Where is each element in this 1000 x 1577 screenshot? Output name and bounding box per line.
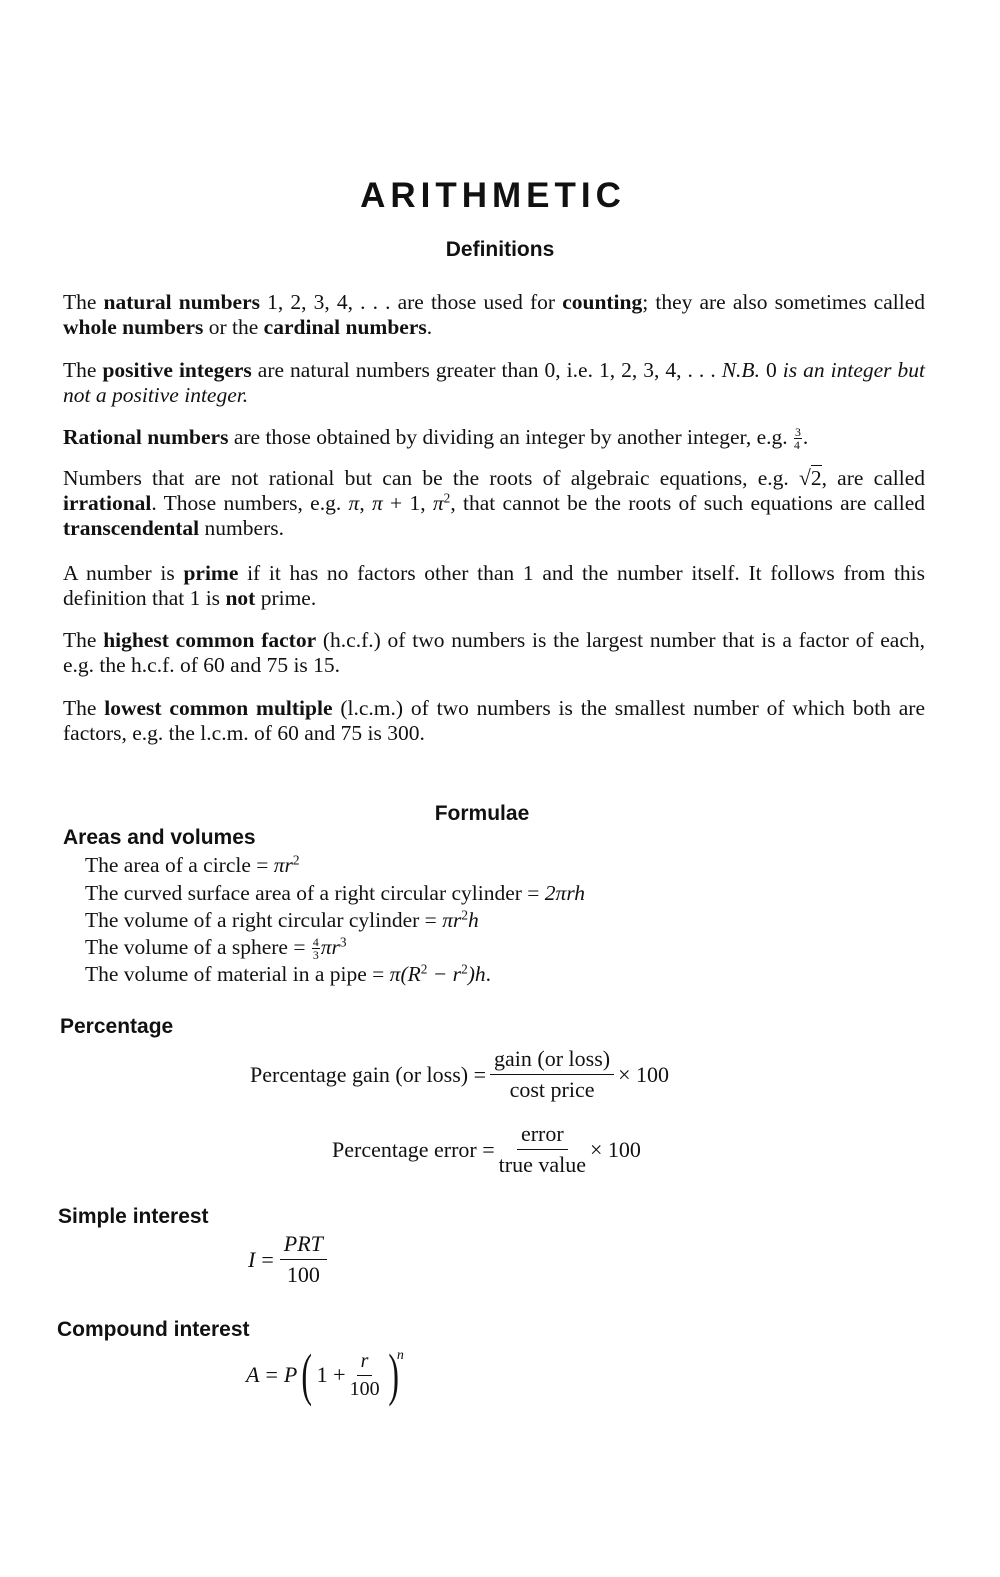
text: ; they are also sometimes called — [642, 290, 926, 314]
text: prime. — [255, 586, 317, 610]
text: (h.c.f.) of two numbers is the largest number that is a factor of each, e.g. the h.c.f. of 60 and 75 is 15. — [63, 628, 925, 677]
formula-circle-area — [85, 852, 300, 879]
formula-simple-interest — [248, 1231, 331, 1288]
text: are those obtained by dividing an integer by another integer, e.g. — [228, 425, 793, 449]
expression: πr — [442, 908, 462, 932]
simple-interest-heading: Simple interest — [58, 1205, 209, 1228]
numerator: r — [357, 1350, 373, 1376]
numerator: 3 — [795, 424, 801, 439]
pi: π — [371, 491, 383, 515]
lhs: Percentage error = — [332, 1136, 495, 1162]
exponent: 3 — [339, 934, 347, 950]
sqrt-argument: 2 — [810, 466, 822, 490]
natural-numbers-definition — [63, 290, 925, 340]
formulae-heading: Formulae — [434, 802, 530, 825]
text: A number is — [63, 561, 184, 585]
rational-numbers-definition — [63, 425, 925, 452]
text: . Those numbers, e.g. — [151, 491, 349, 515]
term-whole-numbers: whole numbers — [63, 315, 204, 339]
text: The volume of material in a pipe = — [85, 962, 390, 986]
text: The curved surface area of a right circular cylinder = — [85, 881, 545, 905]
denominator: 100 — [286, 1262, 320, 1287]
denominator: true value — [498, 1152, 587, 1177]
expression: h — [468, 908, 479, 932]
prime-definition — [63, 561, 925, 611]
equals: = — [265, 1362, 278, 1387]
fraction-three-quarters — [794, 426, 802, 452]
text: . — [426, 315, 433, 339]
term-prime: prime — [183, 561, 239, 585]
nb-note: N.B. — [721, 358, 760, 382]
term-rational-numbers: Rational numbers — [63, 425, 229, 449]
text: + 1, — [382, 491, 433, 515]
compound-interest-heading: Compound interest — [57, 1318, 250, 1341]
right-paren: ) — [387, 1342, 399, 1407]
exponent: 2 — [461, 961, 468, 977]
multiplier: × 100 — [618, 1061, 670, 1087]
exponent: 2 — [292, 852, 300, 868]
term-natural-numbers: natural numbers — [103, 290, 260, 314]
irrational-numbers-definition — [63, 466, 925, 541]
numerator: PRT — [280, 1231, 327, 1260]
expression: 2πrh — [544, 881, 586, 905]
sqrt-symbol: √ — [799, 466, 811, 490]
text: numbers. — [199, 516, 284, 540]
fraction — [490, 1046, 614, 1103]
numerator: error — [517, 1121, 568, 1150]
one-plus: 1 + — [316, 1362, 346, 1387]
expression: π(R — [389, 962, 421, 986]
text: The area of a circle = — [85, 853, 274, 877]
text: 0 — [759, 358, 783, 382]
expression: πr — [273, 853, 293, 877]
term-irrational: irrational — [63, 491, 152, 515]
exponent: n — [396, 1348, 404, 1363]
formula-pipe-volume — [85, 961, 491, 988]
text: , that cannot be the roots of such equations are called — [450, 491, 925, 515]
lhs: Percentage gain (or loss) = — [250, 1061, 486, 1087]
text: The — [63, 696, 105, 720]
pi: π — [348, 491, 360, 515]
fraction-four-thirds — [312, 936, 320, 962]
expression: πr — [320, 935, 340, 959]
sqrt-two — [799, 466, 822, 491]
expression: )h — [467, 962, 486, 986]
text: The volume of a right circular cylinder = — [85, 908, 443, 932]
principal: P — [283, 1362, 298, 1387]
term-cardinal-numbers: cardinal numbers — [263, 315, 427, 339]
formula-percentage-gain — [250, 1046, 669, 1103]
text: , — [359, 491, 372, 515]
text: . — [802, 425, 809, 449]
areas-volumes-heading: Areas and volumes — [63, 826, 256, 849]
expression: − r — [427, 962, 462, 986]
formula-sphere-volume — [85, 934, 347, 962]
pi: π — [432, 491, 444, 515]
exponent: 2 — [420, 961, 428, 977]
formula-percentage-error — [332, 1121, 641, 1178]
text: 1, 2, 3, 4, . . . are those used for — [260, 290, 563, 314]
fraction — [280, 1231, 327, 1288]
text: if it has no factors other than 1 and the number itself. It follows from this definition that 1 is — [63, 561, 926, 610]
definitions-heading: Definitions — [445, 238, 555, 261]
lhs: A — [246, 1362, 260, 1387]
positive-integers-definition — [63, 358, 925, 408]
percentage-heading: Percentage — [60, 1015, 174, 1038]
text: (l.c.m.) of two numbers is the smallest number of which both are factors, e.g. the l.c.m. of 60 and 75 is 300. — [63, 696, 925, 745]
denominator: 100 — [349, 1377, 380, 1400]
text: Numbers that are not rational but can be the roots of algebraic equations, e.g. — [63, 466, 800, 490]
denominator: cost price — [509, 1077, 595, 1102]
exponent: 2 — [443, 490, 451, 506]
numerator: 4 — [312, 934, 319, 949]
text: The volume of a sphere = — [85, 935, 311, 959]
formula-cylinder-volume — [85, 907, 479, 934]
lcm-definition — [63, 696, 925, 746]
left-paren: ( — [301, 1342, 313, 1407]
denominator: 3 — [312, 948, 319, 963]
term-counting: counting — [562, 290, 643, 314]
exponent: 2 — [461, 907, 468, 923]
term-lowest-common-multiple: lowest common multiple — [104, 696, 333, 720]
fraction — [499, 1121, 586, 1178]
page-title: ARITHMETIC — [360, 176, 626, 215]
term-not: not — [225, 586, 256, 610]
term-transcendental: transcendental — [63, 516, 200, 540]
formula-cylinder-surface — [85, 880, 585, 907]
hcf-definition — [63, 628, 925, 678]
text: The — [63, 358, 103, 382]
text: The — [63, 290, 104, 314]
term-highest-common-factor: highest common factor — [103, 628, 317, 652]
text: are natural numbers greater than 0, i.e. 1, 2, 3, 4, . . . — [251, 358, 722, 382]
text: . — [485, 962, 492, 986]
fraction — [350, 1350, 380, 1401]
text: or the — [203, 315, 264, 339]
multiplier: × 100 — [590, 1136, 641, 1162]
formula-compound-interest — [246, 1342, 404, 1407]
numerator: gain (or loss) — [490, 1046, 614, 1075]
denominator: 4 — [794, 438, 800, 453]
equals: = — [261, 1246, 274, 1272]
text: , are called — [821, 466, 925, 490]
lhs: I — [248, 1246, 256, 1272]
term-positive-integers: positive integers — [102, 358, 252, 382]
text: The — [63, 628, 104, 652]
nb-text: is an integer but not a positive integer. — [63, 358, 926, 407]
